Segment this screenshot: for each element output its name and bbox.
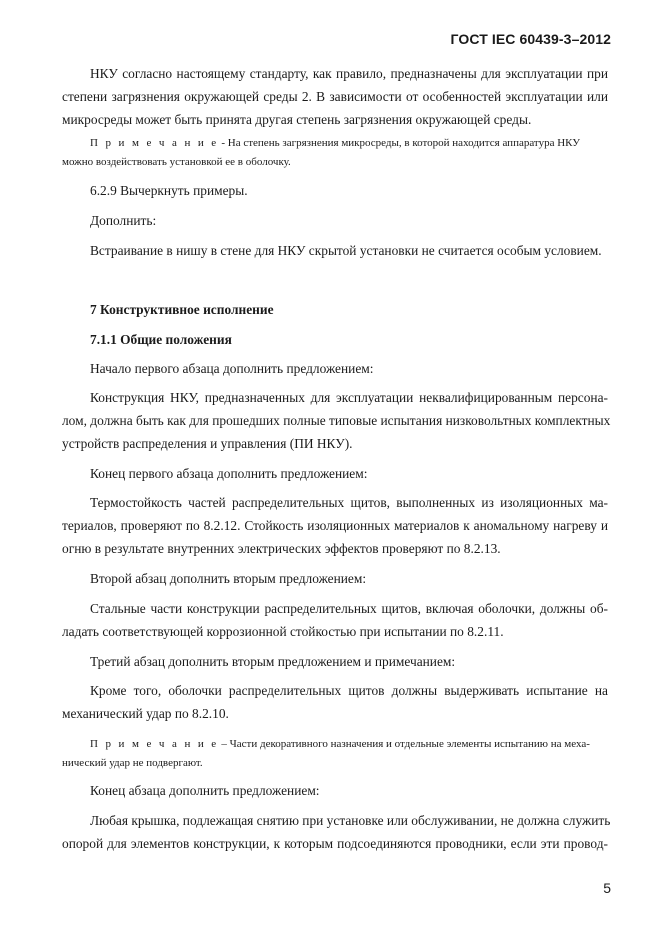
note-label: П р и м е ч а н и е xyxy=(90,738,219,750)
text-line: Кроме того, оболочки распределительных щитов должны выдерживать испытание на xyxy=(90,683,608,698)
text-line: Встраивание в нишу в стене для НКУ скрытой установки не считается особым условием. xyxy=(90,243,602,258)
section-heading: 7 Конструктивное исполнение xyxy=(90,302,274,317)
clause-6-2-9 xyxy=(62,179,608,202)
text-line: Дополнить: xyxy=(90,213,157,228)
note-decorative xyxy=(62,735,608,773)
paragraph-impact xyxy=(62,679,608,725)
document-header: ГОСТ IEC 60439-3–2012 xyxy=(450,31,611,47)
instruction-add xyxy=(62,209,608,232)
note-pollution xyxy=(62,134,608,172)
paragraph-construction xyxy=(62,386,611,455)
text-line: 6.2.9 Вычеркнуть примеры. xyxy=(90,183,248,198)
text-line: Конструкция НКУ, предназначенных для эксплуатации неквалифицированным персона- xyxy=(90,390,608,405)
section-7-1-1-heading xyxy=(62,328,608,351)
paragraph-corrosion xyxy=(62,597,608,643)
section-7-heading xyxy=(62,298,608,321)
instruction-end-second xyxy=(62,779,608,802)
text-line: Термостойкость частей распределительных щитов, выполненных из изоляционных ма- xyxy=(90,495,608,510)
paragraph-heat-resistance xyxy=(62,491,608,560)
note-line: нический удар не подвергают. xyxy=(62,757,203,769)
text-line: микросреды может быть принята другая степень загрязнения окружающей среды. xyxy=(62,112,532,127)
paragraph-cover xyxy=(62,809,611,855)
note-line xyxy=(62,735,608,754)
paragraph-niche xyxy=(62,239,608,262)
text-line: Конец абзаца дополнить предложением: xyxy=(90,783,320,798)
instruction-end-first xyxy=(62,462,608,485)
text-line: Начало первого абзаца дополнить предложением: xyxy=(90,361,374,376)
page-number: 5 xyxy=(603,880,611,896)
text-line: степени загрязнения окружающей среды 2. В зависимости от особенностей эксплуатации или xyxy=(62,89,608,104)
text-line: Третий абзац дополнить вторым предложением и примечанием: xyxy=(90,654,456,669)
text-line: ладать соответствующей коррозионной стойкостью при испытании по 8.2.11. xyxy=(62,624,504,639)
text-line: механический удар по 8.2.10. xyxy=(62,706,229,721)
text-line: Стальные части конструкции распределительных щитов, включая оболочки, должны об- xyxy=(90,601,608,616)
paragraph-pollution xyxy=(62,62,608,131)
note-line xyxy=(62,134,608,153)
instruction-second xyxy=(62,567,608,590)
text-line: Любая крышка, подлежащая снятию при установке или обслуживании, не должна служить xyxy=(90,813,611,828)
text-line: огню в результате внутренних электрических эффектов проверяют по 8.2.13. xyxy=(62,541,501,556)
text-line: устройств распределения и управления (ПИ НКУ). xyxy=(62,436,353,451)
text-line: опорой для элементов конструкции, к которым подсоединяются проводники, если эти провод- xyxy=(62,836,608,851)
text-line: териалов, проверяют по 8.2.12. Стойкость изоляционных материалов к аномальному нагреву и xyxy=(62,518,608,533)
text-line: Конец первого абзаца дополнить предложением: xyxy=(90,466,368,481)
note-label: П р и м е ч а н и е xyxy=(90,137,219,149)
text-line: лом, должна быть как для прошедших полные типовые испытания низковольтных комплектных xyxy=(62,413,611,428)
note-text: – Части декоративного назначения и отдельные элементы испытанию на меха- xyxy=(218,738,590,750)
note-line: можно воздействовать установкой ее в оболочку. xyxy=(62,156,291,168)
instruction-third xyxy=(62,650,608,673)
text-line: НКУ согласно настоящему стандарту, как правило, предназначены для эксплуатации при xyxy=(90,66,608,81)
text-line: Второй абзац дополнить вторым предложением: xyxy=(90,571,367,586)
instruction-start xyxy=(62,357,608,380)
subsection-heading: 7.1.1 Общие положения xyxy=(90,332,232,347)
note-text: - На степень загрязнения микросреды, в которой находится аппаратура НКУ xyxy=(218,137,581,149)
